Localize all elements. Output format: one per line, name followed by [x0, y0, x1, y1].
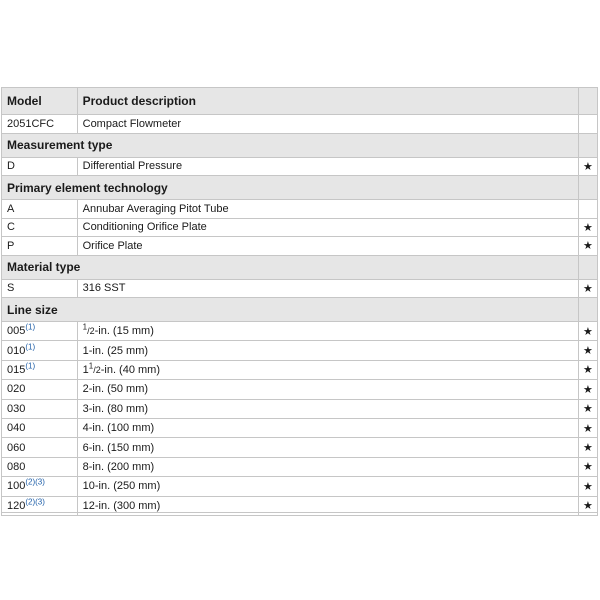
fraction-denominator: /2	[93, 364, 101, 375]
star-icon: ★	[582, 500, 593, 513]
star-icon: ★	[582, 422, 593, 435]
section-row-primary-element	[2, 176, 598, 200]
star-icon: ★	[582, 240, 593, 253]
star-cell	[578, 237, 597, 256]
table-row	[2, 322, 598, 341]
option-code: 030	[2, 399, 78, 418]
star-icon: ★	[582, 480, 593, 493]
star-icon: ★	[582, 383, 593, 396]
size-text: -in. (15 mm)	[94, 325, 154, 338]
star-cell	[578, 380, 597, 399]
star-cell	[578, 399, 597, 418]
table-row	[2, 380, 598, 399]
option-description: 10-in. (250 mm)	[77, 477, 578, 496]
star-cell	[578, 418, 597, 437]
option-description: 4-in. (100 mm)	[77, 418, 578, 437]
star-cell	[578, 298, 597, 322]
star-icon: ★	[582, 221, 593, 234]
table-row	[2, 477, 598, 496]
star-icon: ★	[582, 442, 593, 455]
star-cell	[578, 457, 597, 476]
star-icon: ★	[582, 282, 593, 295]
option-code: A	[2, 200, 78, 219]
option-description: 2-in. (50 mm)	[77, 380, 578, 399]
option-description: Annubar Averaging Pitot Tube	[77, 200, 578, 219]
option-code: 080	[2, 457, 78, 476]
header-model: Model	[2, 88, 78, 115]
code-text: 100	[7, 480, 26, 493]
model-code: 2051CFC	[2, 115, 78, 134]
option-code: P	[2, 237, 78, 256]
option-description	[77, 322, 578, 341]
table-row	[2, 157, 598, 176]
code-text: 015	[7, 363, 26, 376]
table-row	[2, 218, 598, 237]
star-cell	[578, 157, 597, 176]
option-description	[77, 360, 578, 379]
table-bottom-divider	[1, 512, 598, 513]
code-text: 010	[7, 344, 26, 357]
option-description: 12-in. (300 mm)	[77, 496, 578, 515]
option-code: 040	[2, 418, 78, 437]
section-row-line-size	[2, 298, 598, 322]
section-row-material-type	[2, 255, 598, 279]
star-cell	[578, 255, 597, 279]
option-description: Conditioning Orifice Plate	[77, 218, 578, 237]
star-cell	[578, 218, 597, 237]
table-row	[2, 341, 598, 360]
section-title: Line size	[2, 298, 579, 322]
option-code: 020	[2, 380, 78, 399]
section-title: Measurement type	[2, 133, 579, 157]
code-text: 005	[7, 325, 26, 338]
star-icon: ★	[582, 403, 593, 416]
option-description: 6-in. (150 mm)	[77, 438, 578, 457]
star-cell	[578, 360, 597, 379]
option-code	[2, 322, 78, 341]
star-cell	[578, 200, 597, 219]
option-code	[2, 477, 78, 496]
section-row-measurement-type	[2, 133, 598, 157]
star-icon: ★	[582, 325, 593, 338]
size-text: -in. (40 mm)	[100, 363, 160, 376]
table-row	[2, 438, 598, 457]
footnote-ref: (1)	[25, 361, 36, 371]
star-icon: ★	[582, 160, 593, 173]
option-code: S	[2, 279, 78, 298]
star-cell	[578, 341, 597, 360]
table-row	[2, 200, 598, 219]
model-description: Compact Flowmeter	[77, 115, 578, 134]
section-title: Material type	[2, 255, 579, 279]
star-cell	[578, 477, 597, 496]
model-code-table	[1, 87, 598, 516]
fraction-denominator: /2	[87, 326, 95, 337]
option-code: D	[2, 157, 78, 176]
option-description: 1-in. (25 mm)	[77, 341, 578, 360]
option-description: Orifice Plate	[77, 237, 578, 256]
footnote-ref: (1)	[25, 322, 36, 332]
table-row	[2, 418, 598, 437]
header-description: Product description	[77, 88, 578, 115]
star-cell	[578, 115, 597, 134]
table-row	[2, 360, 598, 379]
star-cell	[578, 322, 597, 341]
star-cell	[578, 438, 597, 457]
whole-number: 1	[82, 363, 89, 376]
star-cell	[578, 133, 597, 157]
option-code	[2, 360, 78, 379]
table-row	[2, 399, 598, 418]
section-title: Primary element technology	[2, 176, 579, 200]
star-icon: ★	[582, 461, 593, 474]
table-row-model	[2, 115, 598, 134]
table-row	[2, 279, 598, 298]
footnote-ref: (1)	[25, 341, 36, 351]
footnote-ref: (2)(3)	[25, 477, 45, 487]
star-cell	[578, 176, 597, 200]
option-code: 060	[2, 438, 78, 457]
table-header-row	[2, 88, 598, 115]
option-description: Differential Pressure	[77, 157, 578, 176]
code-text: 120	[7, 499, 26, 512]
footnote-ref: (2)(3)	[25, 497, 45, 507]
star-icon: ★	[582, 364, 593, 377]
option-code: C	[2, 218, 78, 237]
option-description: 316 SST	[77, 279, 578, 298]
table-row	[2, 457, 598, 476]
table-row	[2, 237, 598, 256]
fraction-numerator: 1	[82, 322, 88, 332]
star-icon: ★	[582, 345, 593, 358]
star-cell	[578, 279, 597, 298]
fraction-numerator: 1	[88, 361, 94, 371]
header-star-column	[578, 88, 597, 115]
option-code	[2, 341, 78, 360]
option-description: 3-in. (80 mm)	[77, 399, 578, 418]
option-description: 8-in. (200 mm)	[77, 457, 578, 476]
